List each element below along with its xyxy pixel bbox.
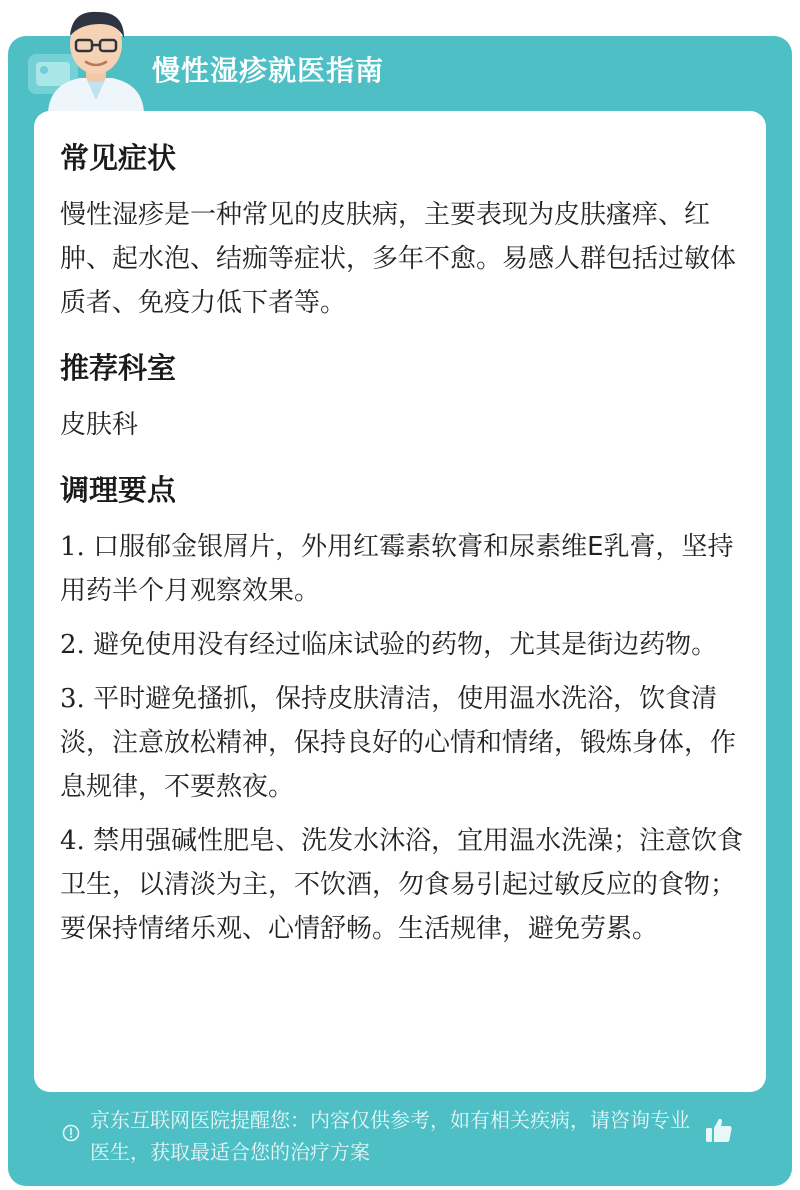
footer-text: 京东互联网医院提醒您：内容仅供参考，如有相关疾病，请咨询专业医生，获取最适合您的治疗方案 [90,1108,690,1164]
care-item: 2. 避免使用没有经过临床试验的药物，尤其是街边药物。 [60,630,718,660]
thumbs-up-icon[interactable] [703,1114,735,1146]
section-title-symptoms: 常见症状 [60,141,177,175]
section-title-care: 调理要点 [60,473,177,507]
info-circle-icon [62,1124,80,1142]
section-title-department: 推荐科室 [60,351,177,385]
content-card [34,111,766,1092]
care-item: 3. 平时避免搔抓，保持皮肤清洁，使用温水洗浴，饮食清淡，注意放松精神，保持良好的心情和情绪，锻炼身体，作息规律，不要熬夜。 [60,684,737,802]
department-text: 皮肤科 [60,410,139,440]
symptoms-text: 慢性湿疹是一种常见的皮肤病，主要表现为皮肤瘙痒、红肿、起水泡、结痂等症状，多年不愈。易感人群包括过敏体质者、免疫力低下者等。 [60,200,737,318]
page-title: 慢性湿疹就医指南 [152,54,385,87]
care-item: 1. 口服郁金银屑片，外用红霉素软膏和尿素维E乳膏，坚持用药半个月观察效果。 [60,532,734,606]
care-item: 4. 禁用强碱性肥皂、洗发水沐浴，宜用温水洗澡；注意饮食卫生，以清淡为主，不饮酒，勿食易引起过敏反应的食物；要保持情绪乐观、心情舒畅。生活规律，避免劳累。 [60,826,744,944]
doctor-avatar [40,4,152,112]
